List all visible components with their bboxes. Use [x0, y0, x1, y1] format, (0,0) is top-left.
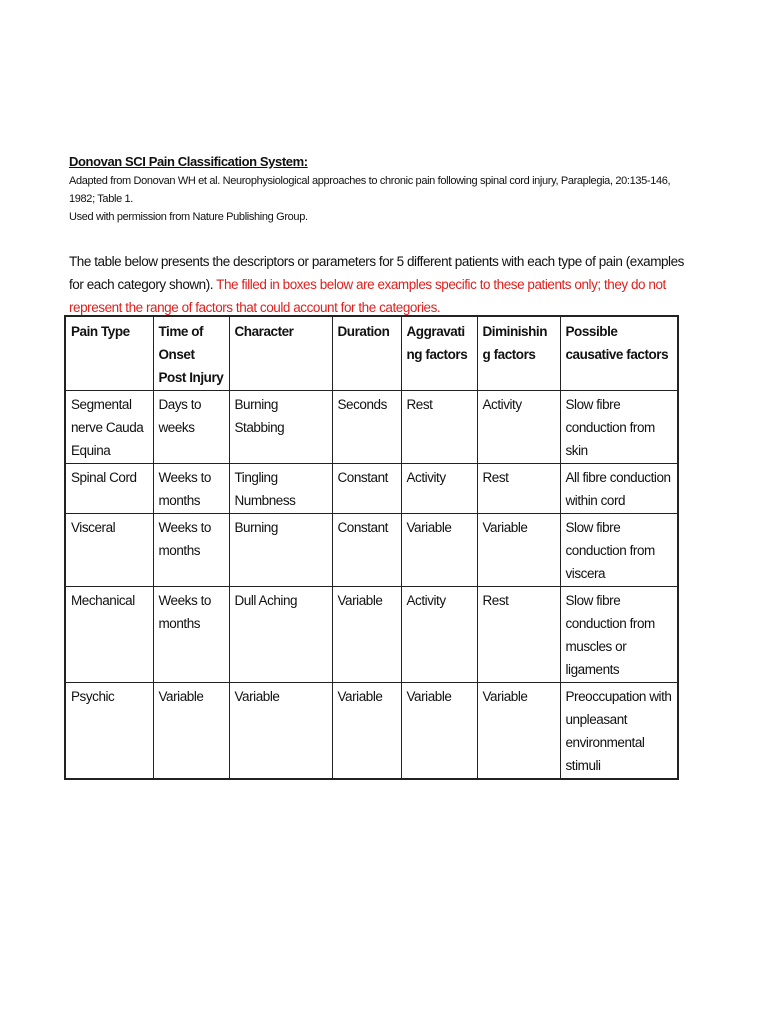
cell-duration: Constant — [332, 464, 401, 514]
cell-causative: Slow fibre conduction from viscera — [560, 514, 678, 587]
cell-aggravating: Activity — [401, 464, 477, 514]
intro-disclaimer: The filled in boxes below are examples specific to these patients only; they do not represent the range of factors that could account for the categories. — [69, 277, 666, 315]
cell-pain-type: Mechanical — [65, 587, 153, 683]
cell-pain-type: Visceral — [65, 514, 153, 587]
cell-pain-type: Psychic — [65, 683, 153, 780]
cell-diminishing: Activity — [477, 391, 560, 464]
cell-onset: Weeks to months — [153, 514, 229, 587]
header-character: Character — [229, 316, 332, 391]
header-aggravating: Aggravating factors — [401, 316, 477, 391]
cell-onset: Weeks to months — [153, 587, 229, 683]
cell-pain-type: Spinal Cord — [65, 464, 153, 514]
cell-causative: Preoccupation with unpleasant environmental stimuli — [560, 683, 678, 780]
table-row — [65, 683, 678, 780]
cell-aggravating: Activity — [401, 587, 477, 683]
pain-classification-table — [64, 315, 679, 780]
cell-duration: Variable — [332, 683, 401, 780]
header-pain-type: Pain Type — [65, 316, 153, 391]
citation — [69, 172, 694, 226]
table-row — [65, 464, 678, 514]
cell-duration: Variable — [332, 587, 401, 683]
cell-onset: Variable — [153, 683, 229, 780]
cell-character: Variable — [229, 683, 332, 780]
cell-pain-type: Segmental nerve Cauda Equina — [65, 391, 153, 464]
intro-paragraph — [69, 250, 684, 319]
cell-aggravating: Variable — [401, 683, 477, 780]
cell-duration: Constant — [332, 514, 401, 587]
table-row — [65, 391, 678, 464]
header-duration: Duration — [332, 316, 401, 391]
citation-line-2: Used with permission from Nature Publishing Group. — [69, 211, 308, 223]
table-row — [65, 514, 678, 587]
cell-character: Dull Aching — [229, 587, 332, 683]
cell-diminishing: Rest — [477, 464, 560, 514]
cell-onset: Weeks to months — [153, 464, 229, 514]
cell-diminishing: Variable — [477, 683, 560, 780]
document-title: Donovan SCI Pain Classification System: — [69, 154, 308, 169]
cell-aggravating: Variable — [401, 514, 477, 587]
cell-onset: Days to weeks — [153, 391, 229, 464]
cell-causative: Slow fibre conduction from skin — [560, 391, 678, 464]
document-body — [69, 152, 709, 319]
header-causative: Possible causative factors — [560, 316, 678, 391]
cell-aggravating: Rest — [401, 391, 477, 464]
cell-character: Burning Stabbing — [229, 391, 332, 464]
citation-line-1: Adapted from Donovan WH et al. Neurophysiological approaches to chronic pain following spinal cord injury, Paraplegia, 20:135-146, 1982; Table 1. — [69, 175, 671, 205]
table-header-row — [65, 316, 678, 391]
cell-causative: All fibre conduction within cord — [560, 464, 678, 514]
cell-diminishing: Variable — [477, 514, 560, 587]
cell-causative: Slow fibre conduction from muscles or ligaments — [560, 587, 678, 683]
header-onset: Time of Onset Post Injury — [153, 316, 229, 391]
cell-diminishing: Rest — [477, 587, 560, 683]
cell-duration: Seconds — [332, 391, 401, 464]
cell-character: Burning — [229, 514, 332, 587]
header-diminishing: Diminishing factors — [477, 316, 560, 391]
intro-text: The table below presents the descriptors or parameters for 5 different patients with each type of pain (examples for each category shown). — [69, 254, 684, 292]
cell-character: Tingling Numbness — [229, 464, 332, 514]
table-row — [65, 587, 678, 683]
